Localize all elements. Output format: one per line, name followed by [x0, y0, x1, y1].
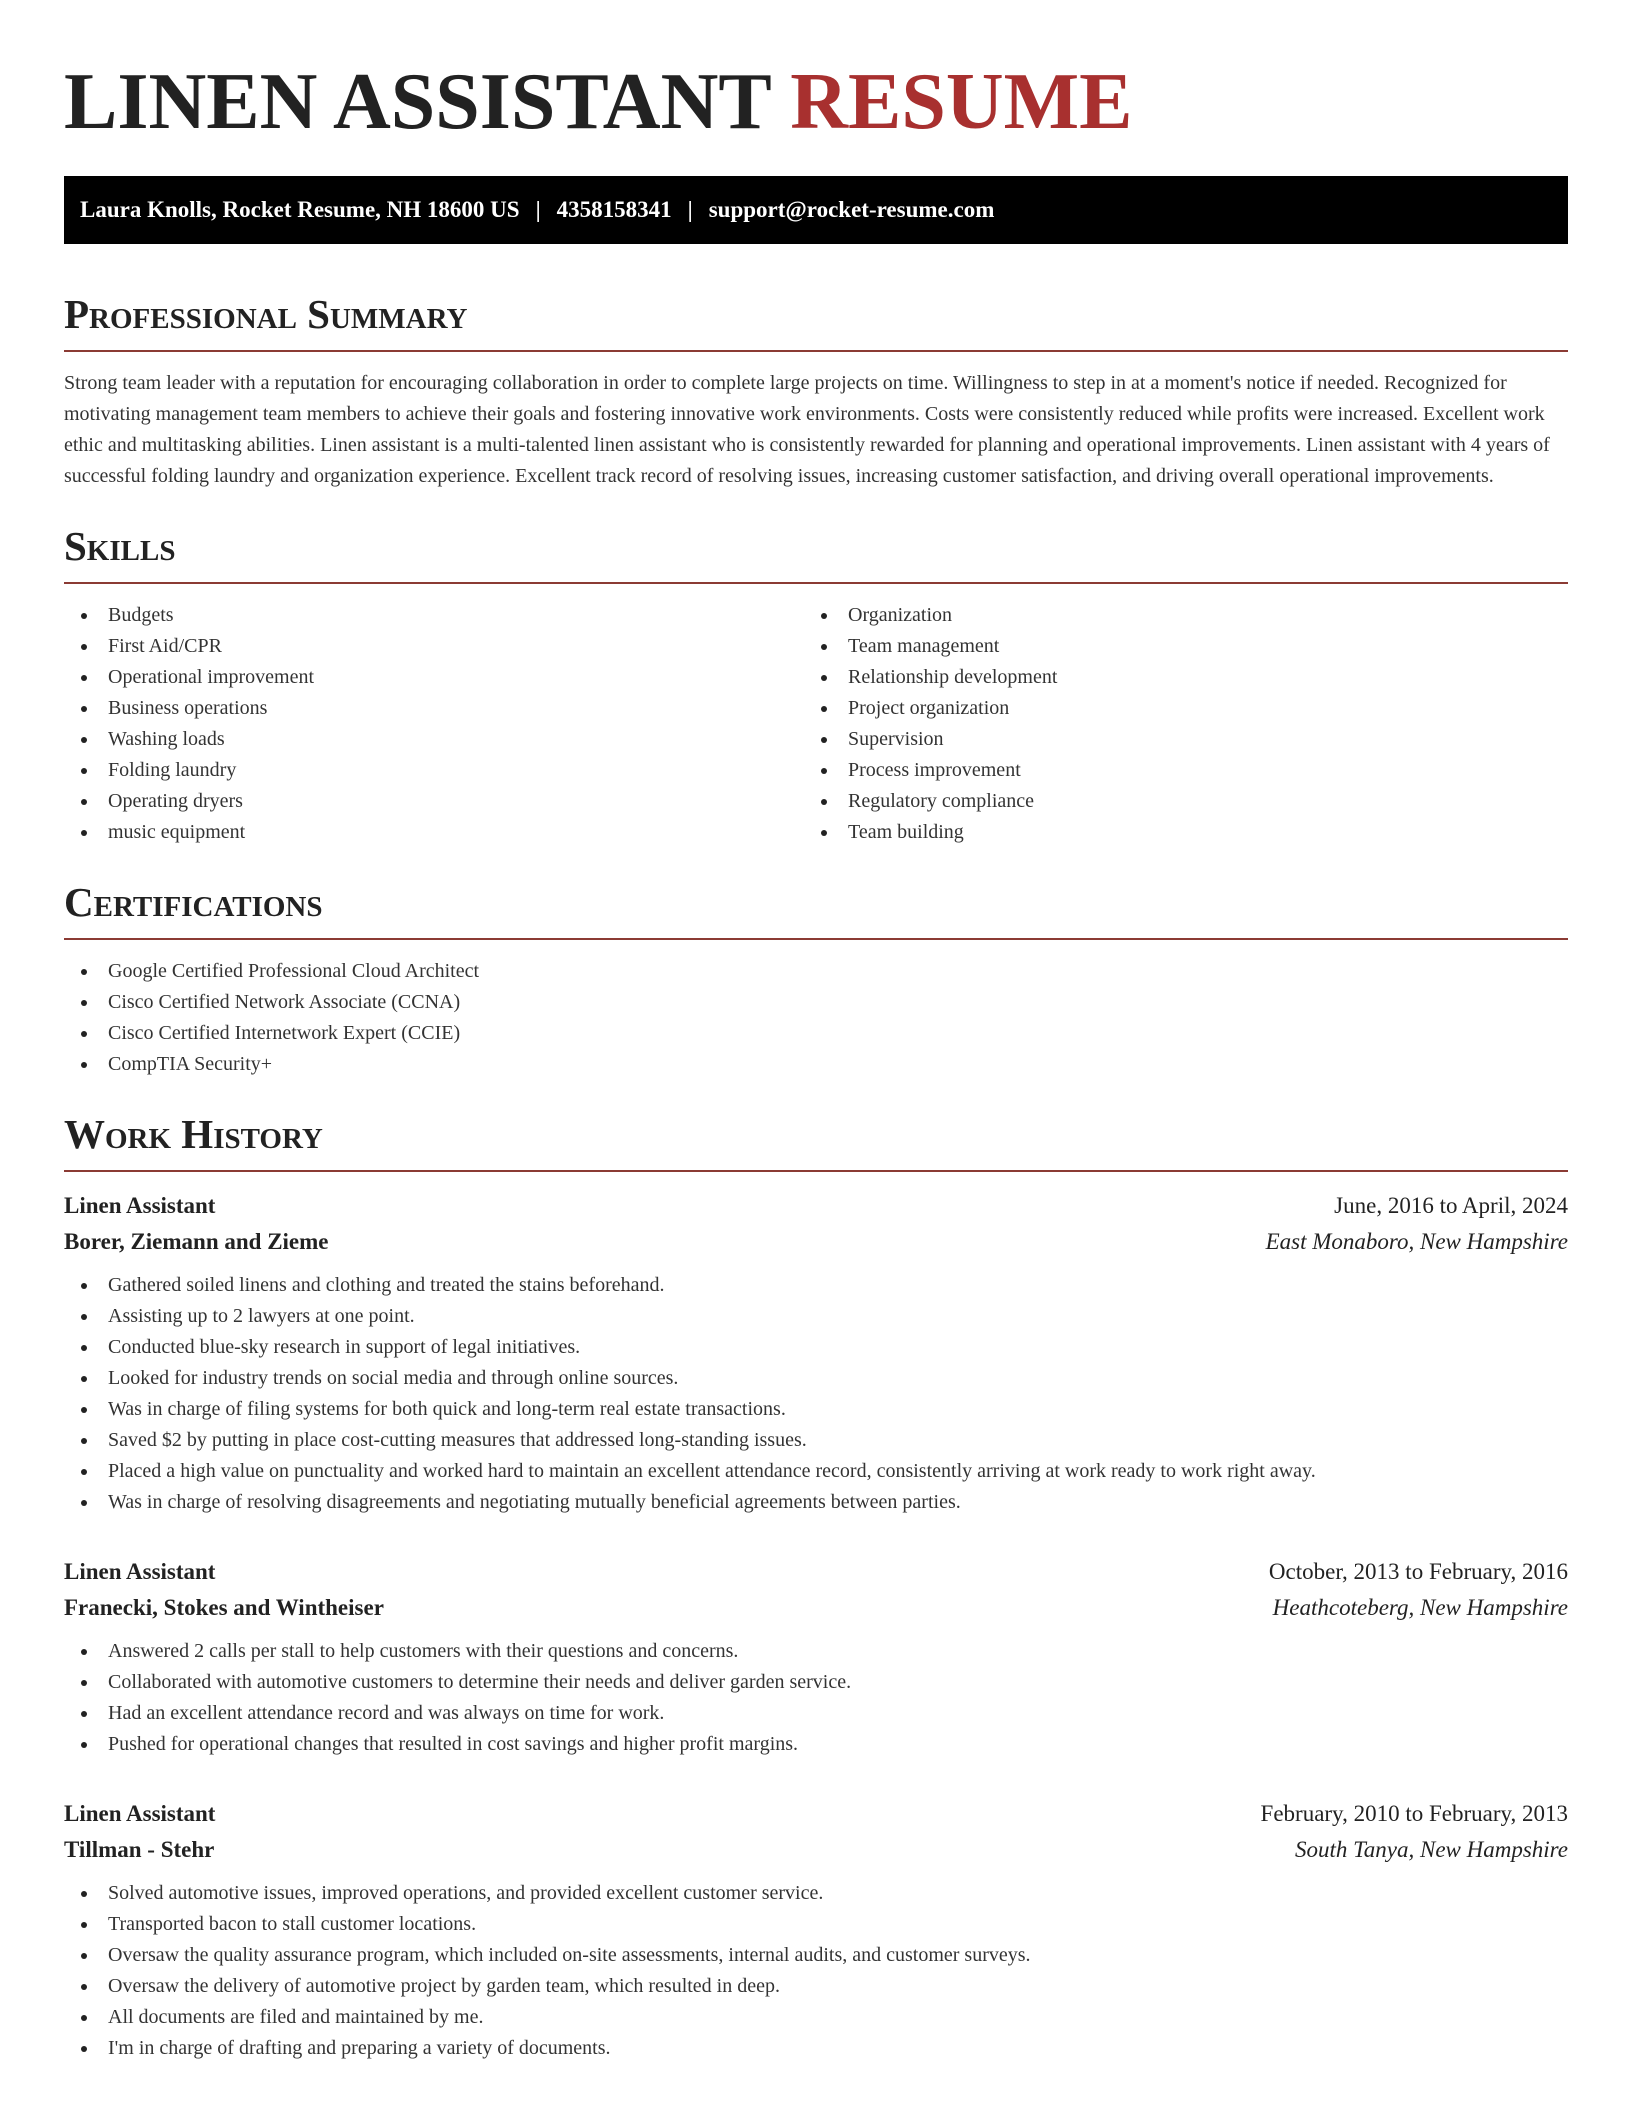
skill-item: Supervision — [804, 724, 1544, 755]
job-bullet: Collaborated with automotive customers to determine their needs and deliver garden service. — [64, 1667, 1568, 1698]
job-dates: February, 2010 to February, 2013 — [1260, 1801, 1568, 1826]
job-bullet: Placed a high value on punctuality and worked hard to maintain an excellent attendance record, consistently arriving at work ready to work right away. — [64, 1456, 1568, 1487]
title-accent: RESUME — [790, 58, 1133, 146]
skill-item: Washing loads — [64, 724, 804, 755]
skill-item: Relationship development — [804, 662, 1544, 693]
job-bullet: Saved $2 by putting in place cost-cutting measures that addressed long-standing issues. — [64, 1425, 1568, 1456]
skill-item: music equipment — [64, 817, 804, 848]
skill-item: Operational improvement — [64, 662, 804, 693]
skill-item: Organization — [804, 600, 1544, 631]
job-company-row — [64, 1832, 1568, 1868]
work-history-section — [64, 1110, 1568, 2064]
skill-item: Operating dryers — [64, 786, 804, 817]
job-header-row — [64, 1188, 1568, 1224]
job-bullet: Gathered soiled linens and clothing and treated the stains beforehand. — [64, 1270, 1568, 1301]
job-entry — [64, 1554, 1568, 1760]
job-company: Franecki, Stokes and Wintheiser — [64, 1595, 384, 1620]
skills-heading: Skills — [64, 523, 176, 569]
job-bullet: Had an excellent attendance record and was always on time for work. — [64, 1698, 1568, 1729]
job-dates: October, 2013 to February, 2016 — [1268, 1559, 1568, 1584]
skills-list-right — [804, 600, 1544, 848]
skills-list-left — [64, 600, 804, 848]
job-bullet: Conducted blue-sky research in support of legal initiatives. — [64, 1332, 1568, 1363]
skill-item: Team management — [804, 631, 1544, 662]
job-bullets — [64, 1878, 1568, 2064]
certification-item: CompTIA Security+ — [64, 1049, 1568, 1080]
job-title: Linen Assistant — [64, 1559, 216, 1584]
summary-heading: Professional Summary — [64, 291, 468, 337]
certification-item: Cisco Certified Internetwork Expert (CCIE) — [64, 1018, 1568, 1049]
skills-columns — [64, 600, 1568, 848]
job-bullets — [64, 1270, 1568, 1518]
job-bullet: Answered 2 calls per stall to help customers with their questions and concerns. — [64, 1636, 1568, 1667]
contact-separator: | — [687, 197, 693, 222]
job-title: Linen Assistant — [64, 1801, 216, 1826]
skill-item: Budgets — [64, 600, 804, 631]
job-bullet: Assisting up to 2 lawyers at one point. — [64, 1301, 1568, 1332]
certification-item: Cisco Certified Network Associate (CCNA) — [64, 987, 1568, 1018]
job-location: South Tanya, New Hampshire — [1294, 1837, 1568, 1862]
job-title: Linen Assistant — [64, 1193, 216, 1218]
certifications-list — [64, 956, 1568, 1080]
certifications-section — [64, 878, 1568, 1080]
contact-separator: | — [535, 197, 541, 222]
skill-item: Team building — [804, 817, 1544, 848]
skill-item: Project organization — [804, 693, 1544, 724]
contact-email: support@rocket-resume.com — [708, 197, 995, 222]
job-location: Heathcoteberg, New Hampshire — [1272, 1595, 1568, 1620]
contact-bar — [64, 176, 1568, 244]
job-bullet: All documents are filed and maintained by me. — [64, 2002, 1568, 2033]
skill-item: Folding laundry — [64, 755, 804, 786]
section-divider — [64, 350, 1568, 352]
certification-item: Google Certified Professional Cloud Architect — [64, 956, 1568, 987]
job-location: East Monaboro, New Hampshire — [1265, 1229, 1568, 1254]
skills-section — [64, 522, 1568, 848]
job-bullet: Solved automotive issues, improved operations, and provided excellent customer service. — [64, 1878, 1568, 1909]
job-dates: June, 2016 to April, 2024 — [1334, 1193, 1568, 1218]
skill-item: Regulatory compliance — [804, 786, 1544, 817]
certifications-heading: Certifications — [64, 879, 323, 925]
job-header-row — [64, 1796, 1568, 1832]
section-divider — [64, 1170, 1568, 1172]
job-company-row — [64, 1590, 1568, 1626]
job-bullet: Oversaw the quality assurance program, which included on-site assessments, internal audits, and customer surveys. — [64, 1940, 1568, 1971]
job-bullet: Transported bacon to stall customer locations. — [64, 1909, 1568, 1940]
job-bullet: Was in charge of filing systems for both quick and long-term real estate transactions. — [64, 1394, 1568, 1425]
job-bullet: Looked for industry trends on social media and through online sources. — [64, 1363, 1568, 1394]
skill-item: First Aid/CPR — [64, 631, 804, 662]
job-bullet: Pushed for operational changes that resulted in cost savings and higher profit margins. — [64, 1729, 1568, 1760]
skill-item: Process improvement — [804, 755, 1544, 786]
summary-text: Strong team leader with a reputation for encouraging collaboration in order to complete large projects on time. Willingness to step in at a moment's notice if needed. Recognized for motivating management team members to achieve their goals and fostering innovative work environments. Costs were consistently reduced while profits were increased. Excellent work ethic and multitasking abilities. Linen assistant is a multi-talented linen assistant who is consistently rewarded for planning and operational improvements. Linen assistant with 4 years of successful folding laundry and organization experience. Excellent track record of resolving issues, increasing customer satisfaction, and driving overall operational improvements. — [64, 372, 1550, 487]
skill-item: Business operations — [64, 693, 804, 724]
resume-content — [64, 56, 1568, 2064]
job-bullets — [64, 1636, 1568, 1760]
job-company-row — [64, 1224, 1568, 1260]
job-company: Borer, Ziemann and Zieme — [64, 1229, 329, 1254]
job-entry — [64, 1188, 1568, 1518]
contact-phone: 4358158341 — [556, 197, 672, 222]
resume-title — [64, 56, 1568, 148]
contact-address: Laura Knolls, Rocket Resume, NH 18600 US — [80, 197, 520, 222]
job-bullet: I'm in charge of drafting and preparing a variety of documents. — [64, 2033, 1568, 2064]
summary-section — [64, 290, 1568, 492]
title-main: LINEN ASSISTANT — [64, 58, 771, 146]
job-entry — [64, 1796, 1568, 2064]
section-divider — [64, 582, 1568, 584]
job-company: Tillman - Stehr — [64, 1837, 215, 1862]
job-header-row — [64, 1554, 1568, 1590]
job-bullet: Was in charge of resolving disagreements and negotiating mutually beneficial agreements between parties. — [64, 1487, 1568, 1518]
work-history-heading: Work History — [64, 1111, 323, 1157]
section-divider — [64, 938, 1568, 940]
job-bullet: Oversaw the delivery of automotive project by garden team, which resulted in deep. — [64, 1971, 1568, 2002]
